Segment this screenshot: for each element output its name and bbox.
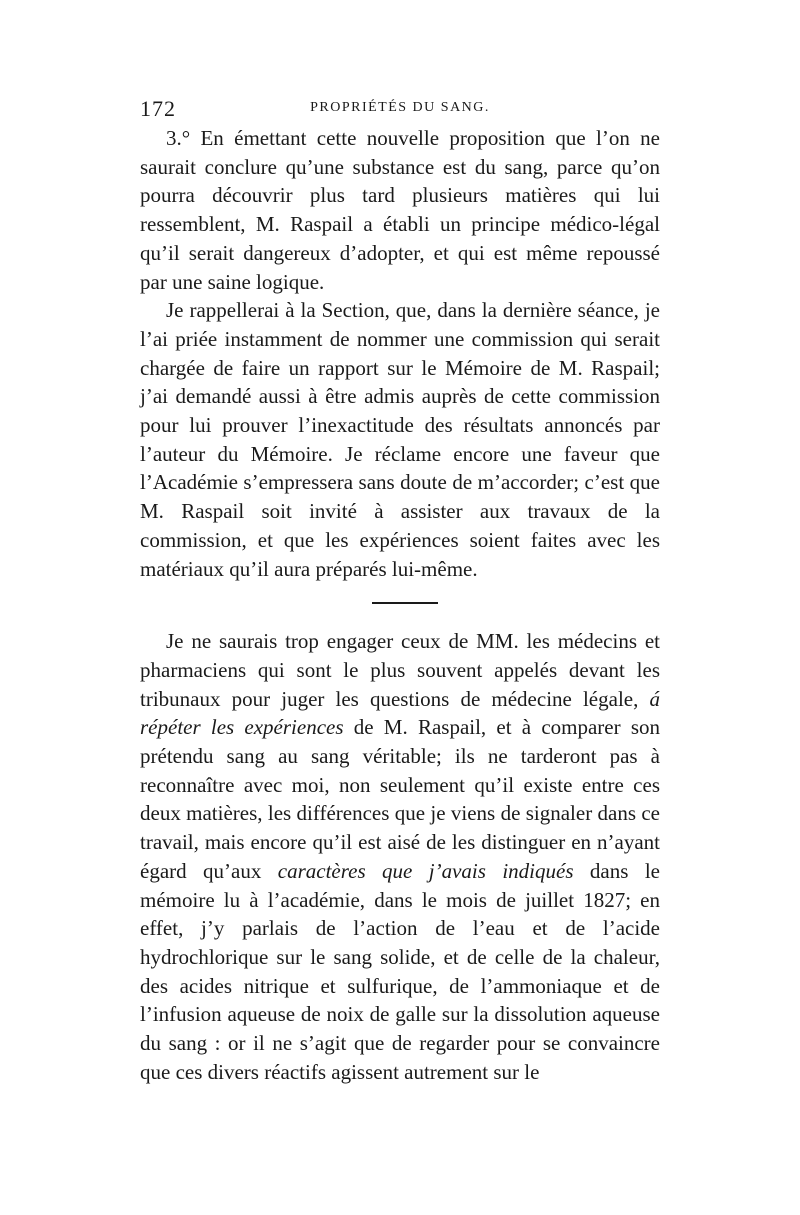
paragraph-3-italic-1: á répéter les expériences [140, 686, 660, 740]
paragraph-1: 3.° En émettant cette nouvelle proposition que l’on ne saurait conclure qu’une substance est du sang, parce qu’on pourra découvrir plus tard plusieurs matières qui lui ressemblent, M. Raspail a établi un principe médico-légal qu’il serait dangereux d’adopter, et qui est même repoussé par une saine logique. [140, 126, 660, 294]
running-title: PROPRIÉTÉS DU SANG. [310, 100, 490, 115]
paragraph-3-part-1: Je ne saurais trop engager ceux de MM. les médecins et pharmaciens qui sont le plus souvent appelés devant les tribunaux pour juger les questions de médecine légale, [140, 629, 660, 711]
paragraph-3-part-3: dans le mémoire lu à l’académie, dans le mois de juillet 1827; en effet, j’y parlais de l’action de l’eau et de l’acide hydrochlorique sur le sang solide, et de celle de la chaleur, des acides nitrique et sulfurique, de l’ammoniaque et de l’infusion aqueuse de noix de galle sur la dissolution aqueuse du sang : or il ne s’agit que de regarder pour se convaincre que ces divers réactifs agissent autrement sur le [140, 858, 660, 1084]
body-text [140, 124, 660, 1087]
paragraph-3 [140, 627, 660, 1086]
paragraph-2: Je rappellerai à la Section, que, dans la dernière séance, je l’ai priée instamment de nommer une commission qui serait chargée de faire un rapport sur le Mémoire de M. Raspail; j’ai demandé aussi à être admis auprès de cette commission pour lui prouver l’inexactitude des résultats annoncés par l’auteur du Mémoire. Je réclame encore une faveur que l’Académie s’empressera sans doute de m’accorder; c’est que M. Raspail soit invité à assister aux travaux de la commission, et que les expériences soient faites avec les matériaux qu’il aura préparés lui-même. [140, 298, 660, 581]
paragraph-3-part-2: de M. Raspail, et à comparer son prétendu sang au sang véritable; ils ne tarderont pas à reconnaître avec moi, non seulement qu’il existe entre ces deux matières, les différences que je viens de signaler dans ce travail, mais encore qu’il est aisé de les distinguer en n’ayant égard qu’aux [140, 715, 661, 883]
paragraph-3-italic-2: caractères que j’avais indiqués [277, 858, 574, 883]
page-header [140, 96, 660, 122]
section-divider [372, 602, 438, 604]
page-number: 172 [140, 96, 176, 121]
section-divider-wrap [140, 583, 660, 627]
